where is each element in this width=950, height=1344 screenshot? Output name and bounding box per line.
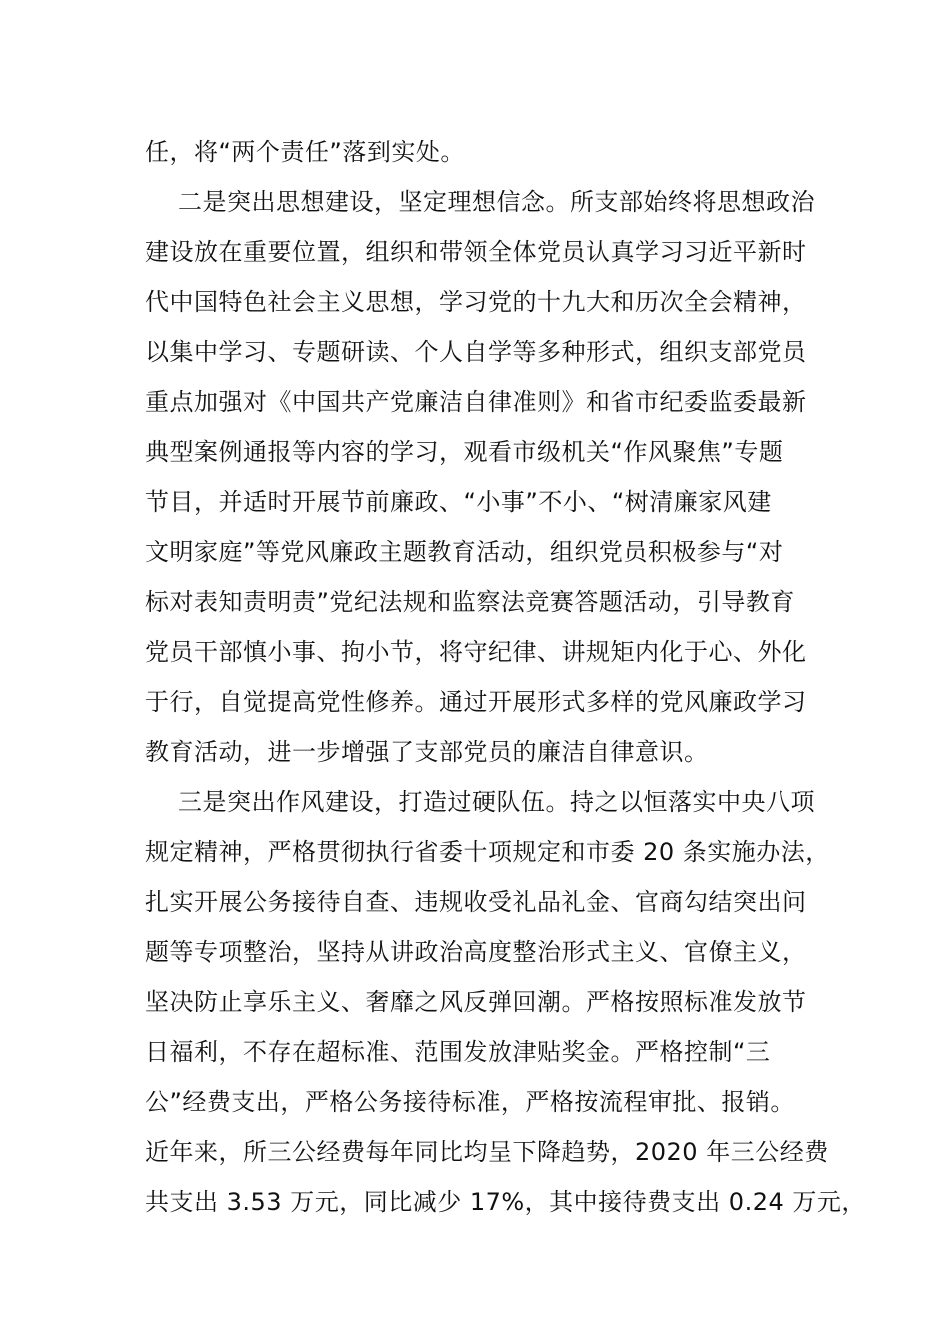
text-line: 近年来，所三公经费每年同比均呈下降趋势，2020 年三公经费 bbox=[145, 1138, 829, 1166]
text-line: 节目，并适时开展节前廉政、“小事”不小、“树清廉家风建 bbox=[145, 488, 772, 516]
text-line: 标对表知责明责”党纪法规和监察法竞赛答题活动，引导教育 bbox=[145, 588, 795, 616]
text-line: 党员干部慎小事、拘小节，将守纪律、讲规矩内化于心、外化 bbox=[145, 638, 807, 666]
text-line: 规定精神，严格贯彻执行省委十项规定和市委 20 条实施办法， bbox=[145, 838, 830, 866]
text-line: 建设放在重要位置，组织和带领全体党员认真学习习近平新时 bbox=[145, 238, 807, 266]
text-line: 二是突出思想建设，坚定理想信念。所支部始终将思想政治 bbox=[178, 188, 815, 216]
text-line: 公”经费支出，严格公务接待标准，严格按流程审批、报销。 bbox=[145, 1088, 795, 1116]
text-line: 日福利，不存在超标准、范围发放津贴奖金。严格控制“三 bbox=[145, 1038, 771, 1066]
text-line: 教育活动，进一步增强了支部党员的廉洁自律意识。 bbox=[145, 738, 709, 766]
text-line: 任，将“两个责任”落到实处。 bbox=[145, 138, 465, 166]
text-line: 题等专项整治，坚持从讲政治高度整治形式主义、官僚主义， bbox=[145, 938, 807, 966]
text-line: 典型案例通报等内容的学习，观看市级机关“作风聚焦”专题 bbox=[145, 438, 784, 466]
text-line: 于行，自觉提高党性修养。通过开展形式多样的党风廉政学习 bbox=[145, 688, 807, 716]
text-line: 文明家庭”等党风廉政主题教育活动，组织党员积极参与“对 bbox=[145, 538, 784, 566]
text-line: 三是突出作风建设，打造过硬队伍。持之以恒落实中央八项 bbox=[178, 788, 815, 816]
text-line: 扎实开展公务接待自查、违规收受礼品礼金、官商勾结突出问 bbox=[145, 888, 807, 916]
text-line: 共支出 3.53 万元，同比减少 17%，其中接待费支出 0.24 万元， bbox=[145, 1188, 866, 1216]
text-line: 代中国特色社会主义思想，学习党的十九大和历次全会精神， bbox=[145, 288, 807, 316]
text-line: 以集中学习、专题研读、个人自学等多种形式，组织支部党员 bbox=[145, 338, 807, 366]
text-line: 重点加强对《中国共产党廉洁自律准则》和省市纪委监委最新 bbox=[145, 388, 807, 416]
text-line: 坚决防止享乐主义、奢靡之风反弹回潮。严格按照标准发放节 bbox=[145, 988, 807, 1016]
